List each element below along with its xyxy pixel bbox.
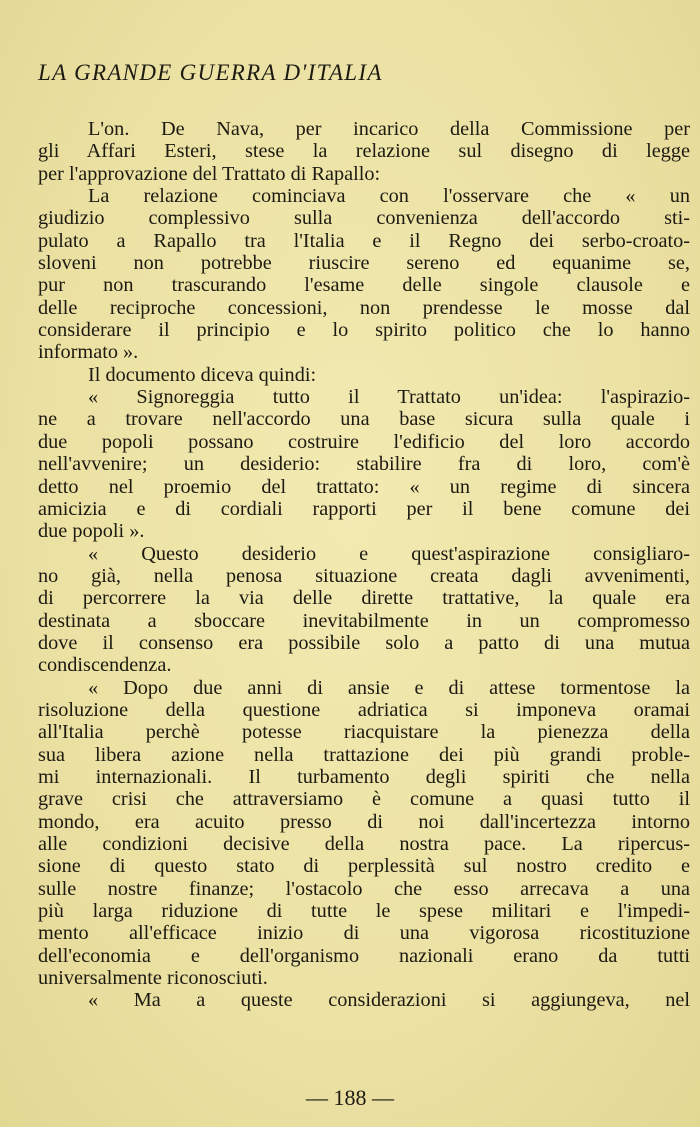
text-line: « Dopo due anni di ansie e di attese tormentose la: [88, 676, 690, 699]
text-line: detto nel proemio del trattato: « un regime di sincera: [38, 475, 690, 498]
text-line: giudizio complessivo sulla convenienza dell'accordo sti-: [38, 207, 690, 230]
text-line: alle condizioni decisive della nostra pace. La ripercus-: [38, 833, 690, 855]
text-line: considerare il principio e lo spirito politico che lo hanno: [38, 319, 690, 342]
text-line: due popoli possano costruire l'edificio del loro accordo: [38, 430, 690, 453]
text-line: amicizia e di cordiali rapporti per il bene comune dei: [38, 497, 690, 520]
text-line: mi internazionali. Il turbamento degli spiriti che nella: [38, 765, 690, 788]
text-line: di percorrere la via delle dirette trattative, la quale era: [38, 587, 690, 610]
running-title: LA GRANDE GUERRA D'ITALIA: [38, 60, 383, 85]
body-text: [38, 118, 690, 1012]
text-line: condiscendenza.: [38, 654, 172, 677]
text-line: nell'avvenire; un desiderio: stabilire fra di loro, com'è: [38, 453, 690, 476]
text-line: universalmente riconosciuti.: [38, 967, 268, 990]
text-line: L'on. De Nava, per incarico della Commissione per: [88, 118, 690, 140]
text-line: più larga riduzione di tutte le spese militari e l'impedi-: [38, 900, 690, 923]
text-line: « Ma a queste considerazioni si aggiungeva, nel: [88, 989, 690, 1012]
text-line: « Signoreggia tutto il Trattato un'idea: l'aspirazio-: [88, 386, 690, 409]
text-line: gli Affari Esteri, stese la relazione sul disegno di legge: [38, 140, 690, 163]
text-line: no già, nella penosa situazione creata dagli avvenimenti,: [38, 564, 690, 587]
text-line: Il documento diceva quindi:: [88, 363, 317, 386]
text-line: sua libera azione nella trattazione dei più grandi proble-: [38, 743, 690, 766]
text-line: La relazione cominciava con l'osservare che « un: [88, 185, 690, 208]
page-number: — 188 —: [306, 1085, 394, 1110]
text-line: grave crisi che attraversiamo è comune a quasi tutto il: [38, 788, 690, 811]
text-line: pur non trascurando l'esame delle singole clausole e: [38, 274, 690, 297]
text-line: sloveni non potrebbe riuscire sereno ed equanime se,: [38, 252, 690, 275]
text-line: dove il consenso era possibile solo a patto di una mutua: [38, 631, 690, 654]
text-line: ne a trovare nell'accordo una base sicura sulla quale i: [38, 408, 690, 431]
text-line: delle reciproche concessioni, non prendesse le mosse dal: [38, 296, 690, 319]
text-line: due popoli ».: [38, 520, 145, 543]
text-line: pulato a Rapallo tra l'Italia e il Regno dei serbo-croato-: [38, 229, 690, 252]
text-line: destinata a sboccare inevitabilmente in un compromesso: [38, 609, 690, 632]
text-line: per l'approvazione del Trattato di Rapallo:: [38, 162, 381, 185]
text-line: risoluzione della questione adriatica si imponeva oramai: [38, 698, 690, 721]
text-line: mento all'efficace inizio di una vigorosa ricostituzione: [38, 922, 690, 945]
text-line: sione di questo stato di perplessità sul nostro credito e: [38, 855, 690, 878]
text-line: dell'economia e dell'organismo nazionali erano da tutti: [38, 944, 690, 967]
text-line: mondo, era acuito presso di noi dall'incertezza intorno: [38, 810, 690, 833]
text-line: informato ».: [38, 341, 139, 364]
text-line: « Questo desiderio e quest'aspirazione consigliaro-: [88, 542, 690, 565]
text-line: all'Italia perchè potesse riacquistare la pienezza della: [38, 721, 690, 744]
text-line: sulle nostre finanze; l'ostacolo che esso arrecava a una: [38, 877, 690, 900]
